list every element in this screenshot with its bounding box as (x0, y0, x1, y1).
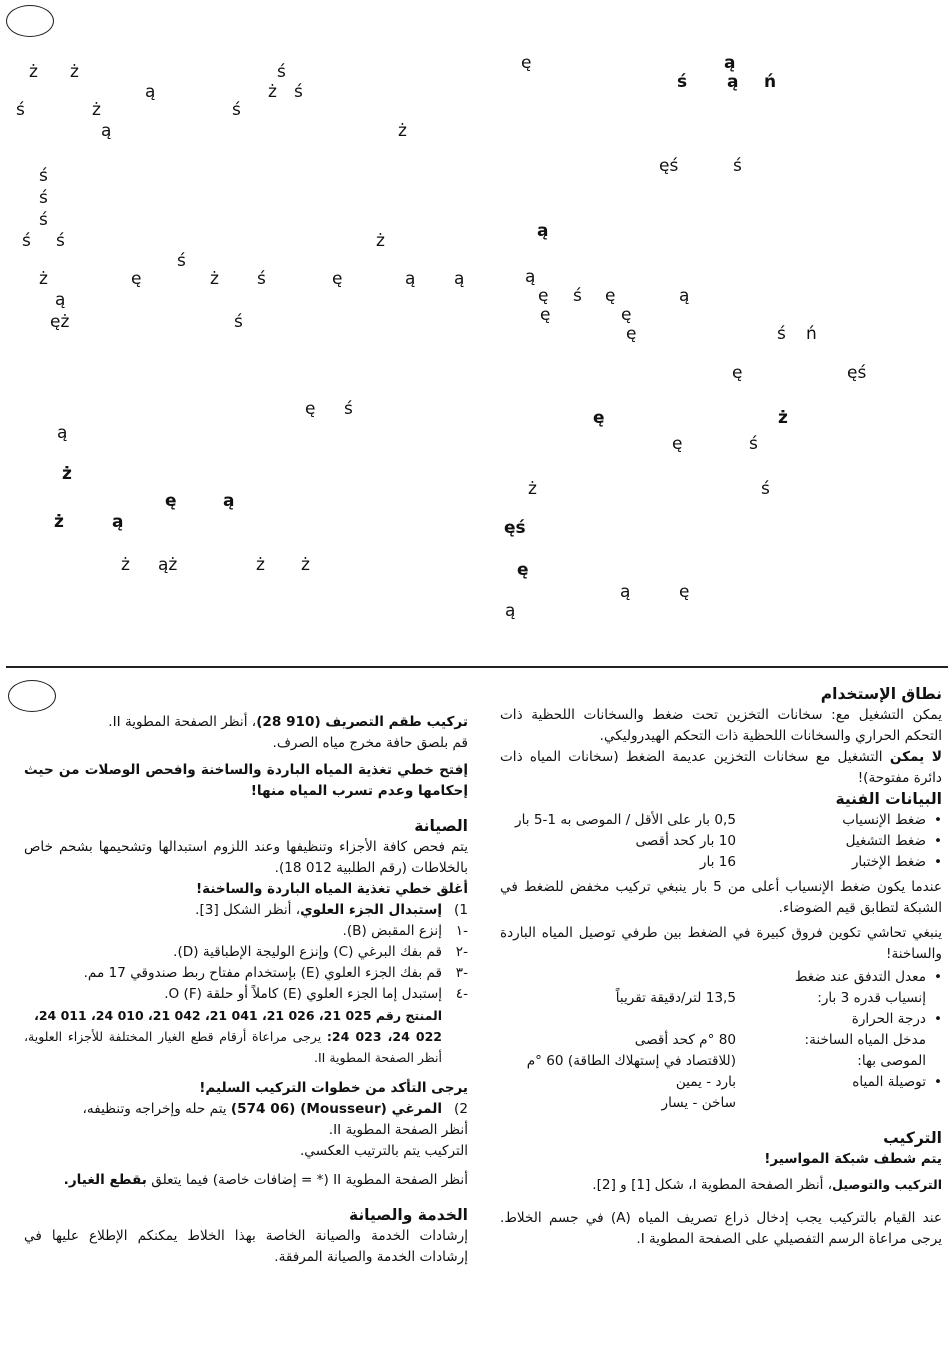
temp-label: درجة الحرارة (851, 1011, 926, 1027)
glyph: ś (56, 231, 65, 251)
maint-heading: الصيانة (414, 817, 468, 835)
tech-value: 0,5 بار على الأقل / الموصى به 1-5 بار (515, 812, 736, 828)
temp-in-value: 80 °م كحد أقصى (634, 1032, 736, 1048)
sub-step (24, 963, 468, 984)
tech-label: ضغط التشغيل (845, 833, 926, 849)
conn-value-2: ساخن - يسار (661, 1095, 736, 1111)
glyph: ś (277, 62, 286, 82)
glyph: ś (761, 479, 770, 499)
flow-block (500, 967, 942, 1009)
language-code-oval (8, 680, 56, 712)
glyph: ś (234, 312, 243, 332)
glyph: ę (165, 491, 177, 511)
temp-row (500, 1009, 942, 1030)
glyph: ę (538, 286, 549, 306)
glyph: ż (376, 231, 385, 251)
step-number: 1) (454, 902, 468, 918)
open-supply: إفتح خطي تغذية المياه الباردة والساخنة وافحص الوصلات من حيث إحكامها وعدم تسرب المياه منها! (24, 762, 468, 799)
spare-rest: أنظر الصفحة المطوية II (* = إضافات خاصة) فيما يتعلق (146, 1172, 468, 1188)
sub-step-text: إنزع المقبض (B). (342, 923, 442, 939)
glyph: ż (62, 464, 72, 484)
bullet-icon: • (933, 1011, 942, 1027)
glyph: ż (39, 269, 48, 289)
temp-rec-row (500, 1051, 926, 1072)
install-assembly (500, 1174, 942, 1196)
glyph: ęś (659, 156, 679, 176)
glyph: ą (145, 82, 156, 102)
glyph: ę (521, 53, 532, 73)
sub-step-number: -٢ (455, 944, 468, 960)
glyph: ę (305, 399, 316, 419)
reverse-note: التركيب يتم بالترتيب العكسي. (299, 1143, 468, 1159)
drain-bold: تركيب طقم التصريف (910 28) (256, 714, 468, 730)
glyph: ą (57, 423, 68, 443)
scope-text: يمكن التشغيل مع: سخانات التخزين تحت ضغط والسخانات اللحظية ذات التحكم الحراري والسخانات اللحظية ذات التحكم الهيدروليكي. (500, 707, 942, 744)
glyph: ą (679, 286, 690, 306)
section-divider (6, 666, 948, 668)
tech-value: 10 بار كحد أقصى (635, 833, 736, 849)
glyph: ś (777, 324, 786, 344)
tech-label: ضغط الإختبار (851, 854, 926, 870)
glyph: ą (727, 72, 739, 92)
spare-parts-note (24, 1170, 468, 1191)
sub-step (24, 984, 468, 1005)
glyph: ę (679, 582, 690, 602)
glyph: ę (621, 305, 632, 325)
check-steps: يرجى التأكد من خطوات التركيب السليم! (199, 1080, 468, 1096)
glyph: ęś (504, 518, 526, 538)
scope-not-text (500, 747, 942, 789)
flow-row (500, 967, 942, 988)
glyph: ą (620, 582, 631, 602)
drain-rest: ، أنظر الصفحة المطوية II. (108, 714, 257, 730)
product-line-2-bold: 022 24، 023 24: (326, 1029, 442, 1044)
pressure-note-2: ينبغي تحاشي تكوين فروق كبيرة في الضغط بين طرفي توصيل المياه الباردة والساخنة! (500, 925, 942, 962)
service-heading: الخدمة والصيانة (348, 1206, 468, 1224)
glyph: ęś (847, 363, 867, 383)
drain-line (24, 712, 468, 733)
glyph: ż (29, 62, 38, 82)
glyph: ż (54, 512, 64, 532)
glyph: ą (537, 221, 549, 241)
glyph: ś (22, 231, 31, 251)
glyph: ż (92, 100, 101, 120)
product-line-2-rest: يرجى مراعاة أرقام قطع الغيار المختلفة للأجزاء العلوية، أنظر الصفحة المطوية II. (24, 1029, 442, 1065)
glyph: ń (764, 72, 777, 92)
glyph: ą (505, 601, 516, 621)
glyph: ś (39, 210, 48, 230)
glyph: ą (525, 267, 536, 287)
glyph: ąż (158, 555, 178, 575)
glyph: ą (101, 121, 112, 141)
glyph: ś (257, 269, 266, 289)
glyph: ż (268, 82, 277, 102)
temp-in-label: مدخل المياه الساخنة: (804, 1032, 926, 1048)
glyph: ż (210, 269, 219, 289)
glyph: ż (121, 555, 130, 575)
glyph: ą (454, 269, 465, 289)
language-code-oval (6, 5, 54, 37)
glyph: ż (398, 121, 407, 141)
temp-rec-label: الموصى بها: (857, 1053, 926, 1069)
step-1-bold: إستبدال الجزء العلوي (300, 902, 442, 918)
glyph: ą (55, 290, 66, 310)
tech-row (500, 831, 942, 852)
step-2-rest: يتم حله وإخراجه وتنظيفه، (82, 1101, 231, 1117)
glyph: ś (344, 399, 353, 419)
sub-step-text: إستبدل إما الجزء العلوي (E) كاملاً أو حلقة O (F). (164, 986, 442, 1002)
sub-step (24, 921, 468, 942)
glyph: ś (177, 251, 186, 271)
glyph: ą (724, 53, 736, 73)
glyph: ę (672, 434, 683, 454)
conn-row-2 (500, 1093, 942, 1114)
sub-step-number: -٤ (455, 986, 468, 1002)
step-1-rest: ، أنظر الشكل [3]. (195, 902, 301, 918)
glyph: ś (573, 286, 582, 306)
glyph: ś (16, 100, 25, 120)
temp-rec-value: (للاقتصاد في إستهلاك الطاقة) 60 °م (526, 1053, 736, 1069)
glyph: ż (528, 479, 537, 499)
temp-in-row (500, 1030, 926, 1051)
step-text (24, 900, 442, 921)
glyph: ęż (50, 312, 70, 332)
product-line-2 (24, 1026, 442, 1068)
glyph: ż (256, 555, 265, 575)
tech-value: 16 بار (699, 854, 736, 870)
install-flush: يتم شطف شبكة المواسير! (764, 1151, 942, 1167)
glyph: ę (540, 305, 551, 325)
scope-not-bold: لا يمكن (889, 749, 942, 765)
drain-line-2: قم بلصق حافة مخرج مياه الصرف. (272, 735, 468, 751)
glyph: ś (39, 166, 48, 186)
pressure-note: عندما يكون ضغط الإنسياب أعلى من 5 بار ينبغي تركيب مخفض للضغط في الشبكة لتطابق قيم الضوضاء. (500, 879, 942, 916)
tech-row (500, 810, 942, 831)
right-column (500, 684, 942, 1250)
sub-step-number: -٣ (455, 965, 468, 981)
glyph: ś (677, 72, 688, 92)
glyph: ę (131, 269, 142, 289)
install-assembly-bold: التركيب والتوصيل (832, 1177, 942, 1192)
glyph: ą (405, 269, 416, 289)
glyph: ę (732, 363, 743, 383)
glyph: ż (778, 408, 788, 428)
glyph: ń (806, 324, 817, 344)
glyph: ś (733, 156, 742, 176)
left-column (24, 712, 468, 1268)
bullet-icon: • (933, 812, 942, 828)
temp-block (500, 1009, 942, 1072)
bullet-icon: • (933, 969, 942, 985)
scope-heading: نطاق الإستخدام (820, 685, 942, 703)
tech-label: ضغط الإنسياب (842, 812, 926, 828)
glyph: ę (332, 269, 343, 289)
sub-step-number: -١ (455, 923, 468, 939)
glyph: ś (39, 188, 48, 208)
glyph: ą (112, 512, 124, 532)
scope-not-rest: التشغيل مع سخانات التخزين عديمة الضغط (سخانات المياه ذات دائرة مفتوحة)! (500, 749, 942, 786)
glyph: ż (301, 555, 310, 575)
bullet-icon: • (933, 1074, 942, 1090)
glyph: ę (593, 408, 605, 428)
conn-value-1: بارد - يمين (675, 1074, 736, 1090)
step-2-bold: المرغي (Mousseur) (574 06) (230, 1101, 442, 1117)
close-supply: أغلق خطي تغذية المياه الباردة والساخنة! (195, 881, 468, 897)
sub-step-text: قم بفك البرغي (C) وإنزع الوليجة الإطباقية (D). (173, 944, 442, 960)
glyph: ę (605, 286, 616, 306)
glyph: ś (294, 82, 303, 102)
flow-value: 13,5 لتر/دقيقة تقريباً (615, 990, 736, 1006)
product-bold: المنتج رقم 025 21، 026 21، 041 21، 042 21، 010 24، 011 24، (34, 1008, 442, 1023)
conn-block (500, 1072, 942, 1114)
step-2-line-2: أنظر الصفحة المطوية II. (328, 1122, 468, 1138)
flow-label: معدل التدفق عند ضغط (794, 969, 926, 985)
step-2 (24, 1099, 468, 1120)
step-1 (24, 900, 468, 921)
tech-row (500, 852, 942, 873)
maint-text: يتم فحص كافة الأجزاء وتنظيفها وعند اللزوم استبدالها وتشحيمها بشحم خاص بالخلاطات (رقم الطلبية 012 18). (24, 839, 468, 876)
step-text (24, 1099, 442, 1120)
product-note (24, 1005, 468, 1068)
spare-bold: بقطع الغيار. (63, 1172, 147, 1188)
conn-row (500, 1072, 942, 1093)
install-lever: عند القيام بالتركيب يجب إدخال ذراع تصريف المياه (A) في جسم الخلاط. يرجى مراعاة الرسم التفصيلي على الصفحة المطوية I. (500, 1210, 942, 1247)
tech-heading: البيانات الفنية (835, 790, 942, 808)
glyph: ż (70, 62, 79, 82)
conn-label: توصيلة المياه (852, 1074, 926, 1090)
install-heading: التركيب (883, 1129, 942, 1147)
step-number: 2) (454, 1101, 468, 1117)
install-assembly-rest: ، أنظر الصفحة المطوية I، شكل [1] و [2]. (592, 1177, 833, 1193)
tech-list (500, 810, 942, 873)
glyph: ś (749, 434, 758, 454)
bullet-icon: • (933, 833, 942, 849)
service-text: إرشادات الخدمة والصيانة الخاصة بهذا الخلاط يمكنكم الإطلاع عليها في إرشادات الخدمة والصيانة المرفقة. (24, 1228, 468, 1265)
sub-step-text: قم بفك الجزء العلوي (E) بإستخدام مفتاح ربط صندوقي 17 مم. (83, 965, 442, 981)
sub-step (24, 942, 468, 963)
glyph: ś (232, 100, 241, 120)
flow-sub-label: إنسياب قدره 3 بار: (817, 990, 926, 1006)
glyph: ę (517, 560, 529, 580)
glyph: ę (626, 324, 637, 344)
flow-sub-row (500, 988, 926, 1009)
bullet-icon: • (933, 854, 942, 870)
glyph: ą (223, 491, 235, 511)
